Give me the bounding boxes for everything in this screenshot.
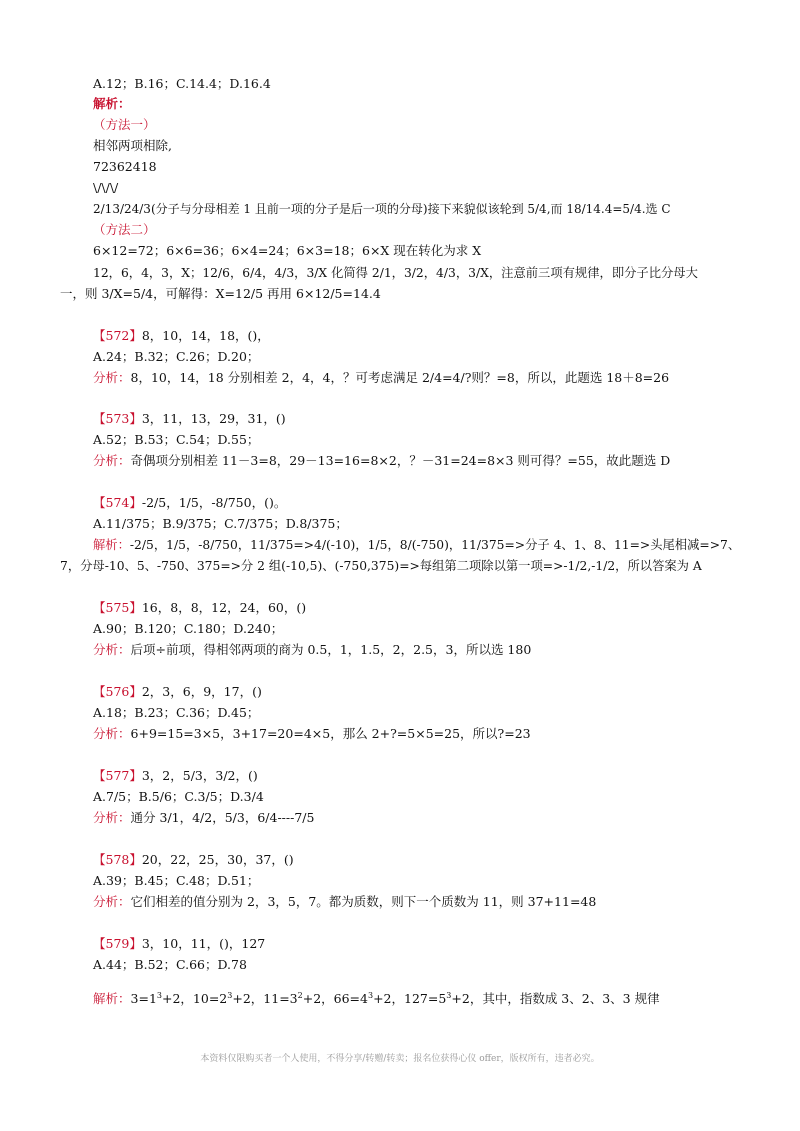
problem-579-options: A.44；B.52；C.66；D.78 (93, 957, 247, 972)
problem-number: 【576】 (93, 684, 142, 699)
problem-number: 【574】 (93, 495, 142, 510)
problem-573-question (93, 411, 286, 427)
problem-578-options: A.39；B.45；C.48；D.51； (93, 873, 260, 888)
method1-line4: 2/13/24/3(分子与分母相差 1 且前一项的分子是后一项的分母)接下来貌似该轮到 5/4,而 18/14.4=5/4.选 C (93, 202, 671, 216)
analysis-text: 6+9=15=3×5，3+17=20=4×5，那么 2+?=5×5=25，所以?=23 (130, 726, 531, 741)
exponent: 3 (156, 990, 162, 1000)
term: +2，11=3 (232, 991, 298, 1006)
analysis-label: 分析： (93, 894, 131, 909)
problem-572-question (93, 328, 270, 344)
problem-579-analysis (93, 991, 660, 1007)
problem-572-options: A.24；B.32；C.26；D.20； (93, 349, 260, 364)
problem-number: 【575】 (93, 600, 142, 615)
problem-574-options: A.11/375；B.9/375；C.7/375；D.8/375； (93, 516, 348, 531)
problem-number: 【578】 (93, 852, 142, 867)
method1-line1: 相邻两项相除, (93, 138, 172, 153)
analysis-text: 奇偶项分别相差 11－3=8，29－13=16=8×2，？－31=24=8×3 则可得？=55，故此题选 D (130, 453, 671, 468)
analysis-text: 8，10，14，18 分别相差 2，4，4，？可考虑满足 2/4=4/?则？=8，所以，此题选 18＋8=26 (130, 370, 670, 385)
exponent: 3 (367, 990, 374, 1000)
problem-574-question (93, 495, 286, 511)
analysis-label: 分析： (93, 726, 131, 741)
term: 3=1 (130, 991, 157, 1006)
analysis-label: 分析： (93, 810, 131, 825)
problem-574-analysis-cont: 7，分母-10、5、-750、375=>分 2 组(-10,5)、(-750,375)=>每组第二项除以第一项=>-1/2,-1/2，所以答案为 A (60, 559, 702, 573)
method1-line3: \/\/\/ (93, 180, 119, 195)
problem-text: 8，10，14，18，()， (141, 328, 270, 343)
problem-577-options: A.7/5；B.5/6；C.3/5；D.3/4 (93, 789, 264, 804)
problem-text: 2，3，6，9，17，() (141, 684, 262, 699)
term: +2， (451, 991, 483, 1006)
problem-number: 【572】 (93, 328, 142, 343)
problem-577-analysis (93, 810, 314, 826)
problem-576-question (93, 684, 262, 700)
problem-text: -2/5，1/5，-8/750，()。 (141, 495, 287, 510)
method2-line3: 一，则 3/X=5/4，可解得：X=12/5 再用 6×12/5=14.4 (60, 286, 381, 301)
problem-number: 【577】 (93, 768, 142, 783)
analysis-text: 它们相差的值分别为 2，3，5，7。都为质数，则下一个质数为 11，则 37+11=48 (130, 894, 597, 909)
problem-576-options: A.18；B.23；C.36；D.45； (93, 705, 260, 720)
exponent: 3 (446, 990, 452, 1000)
problem-575-analysis (93, 642, 531, 658)
problem-number: 【579】 (93, 936, 142, 951)
intro-analysis-label: 解析： (93, 96, 131, 111)
analysis-text: -2/5，1/5，-8/750，11/375=>4/(-10)，1/5，8/(-750)，11/375=>分子 4、1、8、11=>头尾相减=>7、 (129, 538, 741, 552)
problem-text: 20，22，25，30，37，() (141, 852, 294, 867)
problem-579-question (93, 936, 265, 952)
problem-text: 3，10，11，()，127 (141, 936, 266, 951)
analysis-tail: 其中，指数成 3、2、3、3 规律 (482, 991, 660, 1006)
problem-578-analysis (93, 894, 596, 910)
analysis-text: 通分 3/1，4/2，5/3，6/4----7/5 (130, 810, 315, 825)
analysis-label: 分析： (93, 453, 131, 468)
problem-578-question (93, 852, 294, 868)
problem-573-options: A.52；B.53；C.54；D.55； (93, 432, 260, 447)
problem-572-analysis (93, 370, 669, 386)
term: +2，10=2 (162, 991, 228, 1006)
method2-label: （方法二） (93, 222, 156, 237)
problem-573-analysis (93, 453, 670, 469)
problem-575-options: A.90；B.120；C.180；D.240； (93, 621, 284, 636)
analysis-text: 后项÷前项，得相邻两项的商为 0.5，1，1.5，2，2.5，3，所以选 180 (130, 642, 532, 657)
exponent: 2 (297, 990, 303, 1000)
problem-text: 16，8，8，12，24，60，() (141, 600, 307, 615)
problem-574-analysis (93, 537, 740, 553)
intro-options: A.12；B.16；C.14.4；D.16.4 (93, 76, 271, 91)
footer-notice: 本资料仅限购买者一个人使用，不得分享/转赠/转卖；报名位获得心仪 offer，版权所有，违者必究。 (200, 1054, 600, 1064)
term: +2，66=4 (302, 991, 368, 1006)
problem-576-analysis (93, 726, 531, 742)
problem-575-question (93, 600, 306, 616)
problem-text: 3，11，13，29，31，() (141, 411, 286, 426)
problem-577-question (93, 768, 258, 784)
analysis-label: 分析： (93, 642, 131, 657)
method2-line2: 12，6，4，3，X；12/6，6/4，4/3，3/X 化简得 2/1，3/2，4/3，3/X，注意前三项有规律，即分子比分母大 (93, 266, 698, 280)
method1-label: （方法一） (93, 117, 156, 132)
analysis-label: 解析： (93, 991, 131, 1006)
term: +2，127=5 (373, 991, 447, 1006)
method1-line2: 72362418 (93, 159, 157, 174)
exponent: 3 (227, 990, 233, 1000)
problem-text: 3，2，5/3，3/2，() (141, 768, 258, 783)
analysis-label: 解析： (93, 538, 130, 552)
problem-number: 【573】 (93, 411, 142, 426)
method2-line1: 6×12=72；6×6=36；6×4=24；6×3=18；6×X 现在转化为求 X (93, 243, 482, 258)
analysis-label: 分析： (93, 370, 131, 385)
